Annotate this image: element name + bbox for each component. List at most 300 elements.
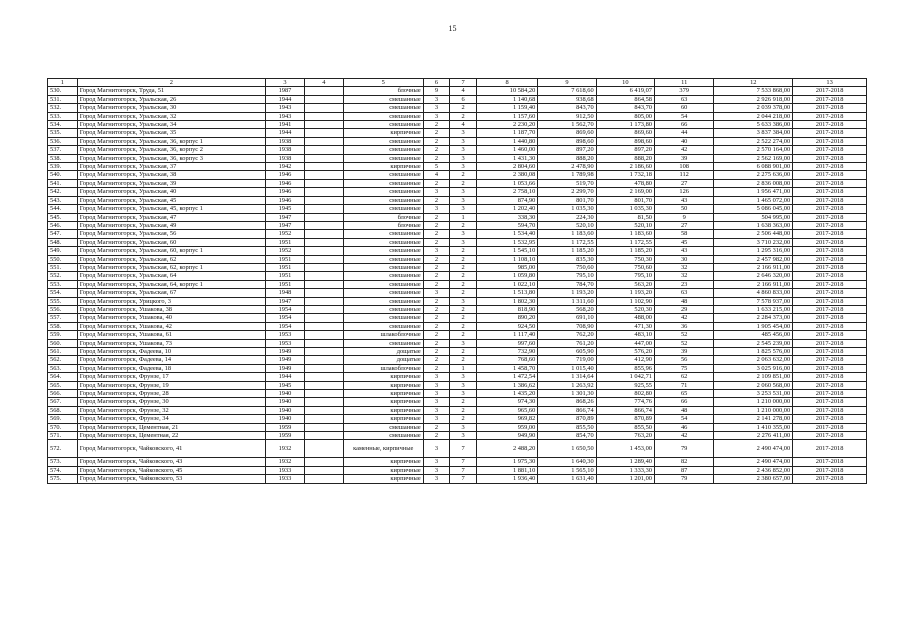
- cell-entrances: 2: [450, 415, 477, 423]
- table-row: [48, 331, 867, 339]
- cell-living-area: 795,10: [538, 272, 596, 280]
- cell-total-area: 2 488,20: [476, 440, 537, 458]
- column-number-13: 13: [793, 79, 867, 87]
- cell-year-built: 1946: [266, 188, 305, 196]
- cell-residential-area: 1 193,20: [596, 289, 654, 297]
- cell-total-area: 2 380,08: [476, 171, 537, 179]
- cell-row-number: 570.: [48, 423, 78, 431]
- cell-residential-area: 870,89: [596, 415, 654, 423]
- cell-residents: 48: [655, 297, 714, 305]
- cell-residents: 112: [655, 171, 714, 179]
- cell-year-built: 1943: [266, 112, 305, 120]
- cell-address: Город Магнитогорск, Фрунзе, 28: [77, 390, 265, 398]
- cell-wall-material: смешанные: [343, 255, 423, 263]
- cell-residential-area: 1 201,00: [596, 475, 654, 483]
- cell-row-number: 563.: [48, 364, 78, 372]
- cell-total-area: 890,20: [476, 314, 537, 322]
- cell-row-number: 552.: [48, 272, 78, 280]
- cell-residents: 79: [655, 475, 714, 483]
- cell-wall-material: смешанные: [343, 432, 423, 440]
- column-number-7: 7: [450, 79, 477, 87]
- cell-year-built: 1946: [266, 196, 305, 204]
- cell-col-4: [304, 423, 343, 431]
- cell-address: Город Магнитогорск, Уральская, 45, корпус 1: [77, 205, 265, 213]
- cell-floors: 9: [423, 87, 450, 95]
- cell-address: Город Магнитогорск, Урицкого, 3: [77, 297, 265, 305]
- cell-entrances: 2: [450, 331, 477, 339]
- cell-residents: 63: [655, 289, 714, 297]
- cell-repair-cost: 2 570 164,00: [714, 146, 793, 154]
- cell-col-4: [304, 121, 343, 129]
- cell-entrances: 2: [450, 280, 477, 288]
- table-row: [48, 272, 867, 280]
- cell-total-area: 1 435,20: [476, 390, 537, 398]
- cell-living-area: 762,20: [538, 331, 596, 339]
- cell-repair-cost: 1 295 316,00: [714, 247, 793, 255]
- cell-address: Город Магнитогорск, Уральская, 36, корпус 2: [77, 146, 265, 154]
- cell-entrances: 3: [450, 146, 477, 154]
- table-row: [48, 238, 867, 246]
- cell-residential-area: 1 183,60: [596, 230, 654, 238]
- cell-living-area: 784,70: [538, 280, 596, 288]
- cell-repair-period: 2017-2018: [793, 423, 867, 431]
- cell-repair-period: 2017-2018: [793, 179, 867, 187]
- cell-living-area: 843,70: [538, 104, 596, 112]
- cell-row-number: 550.: [48, 255, 78, 263]
- cell-entrances: 2: [450, 263, 477, 271]
- cell-year-built: 1932: [266, 458, 305, 466]
- cell-repair-period: 2017-2018: [793, 205, 867, 213]
- cell-wall-material: смешанные: [343, 272, 423, 280]
- cell-row-number: 535.: [48, 129, 78, 137]
- cell-living-area: 2 478,90: [538, 163, 596, 171]
- cell-address: Город Магнитогорск, Уральская, 36, корпус 1: [77, 137, 265, 145]
- cell-residents: 29: [655, 305, 714, 313]
- cell-entrances: 2: [450, 272, 477, 280]
- cell-row-number: 555.: [48, 297, 78, 305]
- cell-repair-cost: 2 457 982,00: [714, 255, 793, 263]
- cell-row-number: 567.: [48, 398, 78, 406]
- cell-total-area: 1 472,54: [476, 373, 537, 381]
- cell-year-built: 1945: [266, 381, 305, 389]
- cell-wall-material: смешанные: [343, 305, 423, 313]
- table-row: [48, 129, 867, 137]
- cell-repair-period: 2017-2018: [793, 440, 867, 458]
- cell-total-area: 10 584,20: [476, 87, 537, 95]
- cell-wall-material: кирпичные: [343, 381, 423, 389]
- cell-total-area: 1 159,40: [476, 104, 537, 112]
- cell-year-built: 1946: [266, 171, 305, 179]
- cell-floors: 2: [423, 213, 450, 221]
- table-row: [48, 458, 867, 466]
- cell-year-built: 1954: [266, 314, 305, 322]
- cell-repair-cost: 2 044 218,00: [714, 112, 793, 120]
- cell-repair-period: 2017-2018: [793, 238, 867, 246]
- cell-entrances: 1: [450, 364, 477, 372]
- cell-residents: 75: [655, 364, 714, 372]
- cell-row-number: 561.: [48, 348, 78, 356]
- cell-total-area: 1 802,30: [476, 297, 537, 305]
- cell-row-number: 565.: [48, 381, 78, 389]
- cell-col-4: [304, 137, 343, 145]
- cell-repair-cost: 1 956 471,00: [714, 188, 793, 196]
- cell-wall-material: кирпичные: [343, 466, 423, 474]
- cell-repair-period: 2017-2018: [793, 406, 867, 414]
- cell-address: Город Магнитогорск, Фадеева, 10: [77, 348, 265, 356]
- cell-living-area: 1 565,10: [538, 466, 596, 474]
- cell-repair-period: 2017-2018: [793, 247, 867, 255]
- cell-address: Город Магнитогорск, Уральская, 37: [77, 163, 265, 171]
- cell-row-number: 537.: [48, 146, 78, 154]
- cell-floors: 3: [423, 440, 450, 458]
- cell-floors: 2: [423, 272, 450, 280]
- cell-year-built: 1944: [266, 129, 305, 137]
- cell-living-area: 898,60: [538, 137, 596, 145]
- cell-address: Город Магнитогорск, Уральская, 64: [77, 272, 265, 280]
- cell-living-area: 1 311,60: [538, 297, 596, 305]
- cell-row-number: 554.: [48, 289, 78, 297]
- table-row: [48, 398, 867, 406]
- cell-col-4: [304, 230, 343, 238]
- cell-address: Город Магнитогорск, Уральская, 60: [77, 238, 265, 246]
- cell-address: Город Магнитогорск, Чайковского, 53: [77, 475, 265, 483]
- cell-repair-cost: 3 253 531,00: [714, 390, 793, 398]
- cell-floors: 2: [423, 297, 450, 305]
- column-number-9: 9: [538, 79, 596, 87]
- cell-repair-period: 2017-2018: [793, 87, 867, 95]
- table-row: [48, 205, 867, 213]
- cell-wall-material: смешанные: [343, 238, 423, 246]
- cell-residents: 87: [655, 466, 714, 474]
- cell-repair-cost: 2 490 474,00: [714, 440, 793, 458]
- cell-floors: 2: [423, 348, 450, 356]
- cell-living-area: 1 650,50: [538, 440, 596, 458]
- cell-wall-material: смешанные: [343, 314, 423, 322]
- cell-col-4: [304, 373, 343, 381]
- cell-col-4: [304, 163, 343, 171]
- cell-wall-material: смешанные: [343, 95, 423, 103]
- cell-row-number: 540.: [48, 171, 78, 179]
- table-row: [48, 213, 867, 221]
- cell-repair-period: 2017-2018: [793, 305, 867, 313]
- table-row: [48, 221, 867, 229]
- table-row: [48, 314, 867, 322]
- cell-residents: 40: [655, 137, 714, 145]
- cell-repair-period: 2017-2018: [793, 289, 867, 297]
- cell-living-area: 1 640,30: [538, 458, 596, 466]
- cell-wall-material: смешанные: [343, 104, 423, 112]
- cell-address: Город Магнитогорск, Уральская, 45: [77, 196, 265, 204]
- column-number-8: 8: [476, 79, 537, 87]
- cell-year-built: 1954: [266, 305, 305, 313]
- cell-wall-material: кирпичные: [343, 398, 423, 406]
- cell-entrances: 2: [450, 398, 477, 406]
- cell-repair-cost: 2 380 657,00: [714, 475, 793, 483]
- cell-wall-material: смешанные: [343, 171, 423, 179]
- cell-living-area: 888,20: [538, 154, 596, 162]
- table-row: [48, 121, 867, 129]
- cell-address: Город Магнитогорск, Фадеева, 18: [77, 364, 265, 372]
- cell-residential-area: 802,80: [596, 390, 654, 398]
- cell-floors: 2: [423, 356, 450, 364]
- cell-residential-area: 1 042,71: [596, 373, 654, 381]
- cell-repair-cost: 1 210 000,00: [714, 398, 793, 406]
- cell-row-number: 562.: [48, 356, 78, 364]
- cell-year-built: 1953: [266, 339, 305, 347]
- cell-residents: 48: [655, 406, 714, 414]
- cell-year-built: 1949: [266, 364, 305, 372]
- cell-residents: 44: [655, 129, 714, 137]
- cell-wall-material: смешанные: [343, 230, 423, 238]
- table-row: [48, 339, 867, 347]
- table-row: [48, 146, 867, 154]
- cell-entrances: 7: [450, 475, 477, 483]
- cell-repair-cost: 2 141 278,00: [714, 415, 793, 423]
- cell-repair-cost: 2 166 911,00: [714, 263, 793, 271]
- cell-repair-cost: 2 063 632,00: [714, 356, 793, 364]
- cell-living-area: 835,30: [538, 255, 596, 263]
- cell-repair-period: 2017-2018: [793, 475, 867, 483]
- cell-residents: 42: [655, 432, 714, 440]
- cell-total-area: 594,70: [476, 221, 537, 229]
- cell-repair-period: 2017-2018: [793, 263, 867, 271]
- cell-total-area: 1 202,40: [476, 205, 537, 213]
- cell-residential-area: 412,90: [596, 356, 654, 364]
- column-number-12: 12: [714, 79, 793, 87]
- cell-floors: 2: [423, 121, 450, 129]
- cell-address: Город Магнитогорск, Уральская, 34: [77, 121, 265, 129]
- cell-year-built: 1952: [266, 247, 305, 255]
- cell-address: Город Магнитогорск, Уральская, 38: [77, 171, 265, 179]
- cell-year-built: 1932: [266, 440, 305, 458]
- cell-row-number: 558.: [48, 322, 78, 330]
- cell-repair-cost: 1 410 355,00: [714, 423, 793, 431]
- cell-col-4: [304, 280, 343, 288]
- cell-floors: 3: [423, 104, 450, 112]
- cell-entrances: 7: [450, 466, 477, 474]
- cell-col-4: [304, 196, 343, 204]
- table-row: [48, 305, 867, 313]
- cell-wall-material: смешанные: [343, 179, 423, 187]
- cell-residential-area: 855,50: [596, 423, 654, 431]
- cell-year-built: 1933: [266, 475, 305, 483]
- cell-residents: 9: [655, 213, 714, 221]
- table-row: [48, 104, 867, 112]
- page-number: 15: [448, 24, 457, 33]
- cell-residential-area: 576,20: [596, 348, 654, 356]
- cell-address: Город Магнитогорск, Уральская, 36, корпус 3: [77, 154, 265, 162]
- cell-residents: 32: [655, 272, 714, 280]
- cell-floors: 2: [423, 322, 450, 330]
- cell-repair-period: 2017-2018: [793, 146, 867, 154]
- cell-year-built: 1951: [266, 280, 305, 288]
- cell-row-number: 542.: [48, 188, 78, 196]
- cell-floors: 3: [423, 205, 450, 213]
- cell-floors: 2: [423, 423, 450, 431]
- cell-col-4: [304, 87, 343, 95]
- cell-floors: 2: [423, 221, 450, 229]
- cell-residents: 50: [655, 205, 714, 213]
- cell-year-built: 1941: [266, 121, 305, 129]
- cell-entrances: 3: [450, 238, 477, 246]
- column-number-2: 2: [77, 79, 265, 87]
- cell-col-4: [304, 171, 343, 179]
- cell-year-built: 1951: [266, 263, 305, 271]
- cell-floors: 2: [423, 146, 450, 154]
- cell-entrances: 2: [450, 171, 477, 179]
- cell-wall-material: кирпичные: [343, 390, 423, 398]
- cell-repair-cost: 2 275 636,00: [714, 171, 793, 179]
- cell-repair-cost: 5 086 045,00: [714, 205, 793, 213]
- cell-year-built: 1946: [266, 179, 305, 187]
- cell-repair-period: 2017-2018: [793, 297, 867, 305]
- cell-wall-material: кирпичные: [343, 129, 423, 137]
- cell-address: Город Магнитогорск, Фрунзе, 30: [77, 398, 265, 406]
- cell-entrances: 6: [450, 95, 477, 103]
- cell-year-built: 1940: [266, 415, 305, 423]
- cell-floors: 2: [423, 137, 450, 145]
- cell-residential-area: 478,80: [596, 179, 654, 187]
- table-row: [48, 466, 867, 474]
- cell-repair-cost: 504 995,00: [714, 213, 793, 221]
- cell-living-area: 897,20: [538, 146, 596, 154]
- cell-row-number: 564.: [48, 373, 78, 381]
- cell-year-built: 1940: [266, 390, 305, 398]
- cell-residential-area: 1 102,90: [596, 297, 654, 305]
- cell-col-4: [304, 406, 343, 414]
- table-row: [48, 423, 867, 431]
- cell-total-area: 974,30: [476, 398, 537, 406]
- cell-repair-cost: 2 490 474,00: [714, 458, 793, 466]
- cell-floors: 2: [423, 230, 450, 238]
- cell-repair-period: 2017-2018: [793, 339, 867, 347]
- cell-total-area: 768,60: [476, 356, 537, 364]
- table-row: [48, 188, 867, 196]
- cell-total-area: 1 534,40: [476, 230, 537, 238]
- cell-floors: 3: [423, 381, 450, 389]
- cell-residents: 43: [655, 196, 714, 204]
- cell-row-number: 573.: [48, 458, 78, 466]
- cell-entrances: 2: [450, 104, 477, 112]
- cell-entrances: 2: [450, 112, 477, 120]
- cell-residential-area: 855,96: [596, 364, 654, 372]
- cell-total-area: 1 545,10: [476, 247, 537, 255]
- cell-living-area: 938,68: [538, 95, 596, 103]
- cell-repair-period: 2017-2018: [793, 356, 867, 364]
- cell-row-number: 543.: [48, 196, 78, 204]
- cell-year-built: 1951: [266, 255, 305, 263]
- cell-col-4: [304, 322, 343, 330]
- cell-entrances: 2: [450, 221, 477, 229]
- cell-repair-period: 2017-2018: [793, 196, 867, 204]
- cell-residential-area: 750,60: [596, 263, 654, 271]
- cell-col-4: [304, 154, 343, 162]
- cell-residential-area: 471,30: [596, 322, 654, 330]
- cell-year-built: 1954: [266, 322, 305, 330]
- cell-living-area: 7 618,60: [538, 87, 596, 95]
- cell-floors: 3: [423, 415, 450, 423]
- cell-total-area: 1 532,95: [476, 238, 537, 246]
- cell-col-4: [304, 104, 343, 112]
- cell-residential-area: 2 169,00: [596, 188, 654, 196]
- cell-repair-period: 2017-2018: [793, 121, 867, 129]
- cell-total-area: 1 460,00: [476, 146, 537, 154]
- cell-wall-material: каменные, кирпичные: [343, 440, 423, 458]
- cell-repair-period: 2017-2018: [793, 390, 867, 398]
- cell-residential-area: 447,00: [596, 339, 654, 347]
- cell-col-4: [304, 238, 343, 246]
- cell-residents: 71: [655, 381, 714, 389]
- cell-entrances: 3: [450, 137, 477, 145]
- cell-col-4: [304, 364, 343, 372]
- cell-repair-cost: 7 578 937,00: [714, 297, 793, 305]
- cell-entrances: 2: [450, 305, 477, 313]
- cell-entrances: 3: [450, 129, 477, 137]
- cell-floors: 2: [423, 305, 450, 313]
- cell-residential-area: 1 732,18: [596, 171, 654, 179]
- cell-wall-material: смешанные: [343, 196, 423, 204]
- cell-living-area: 1 172,55: [538, 238, 596, 246]
- cell-residential-area: 869,60: [596, 129, 654, 137]
- cell-repair-period: 2017-2018: [793, 381, 867, 389]
- cell-repair-cost: 2 276 411,00: [714, 432, 793, 440]
- cell-total-area: 338,30: [476, 213, 537, 221]
- cell-floors: 2: [423, 263, 450, 271]
- cell-address: Город Магнитогорск, Уральская, 60, корпус 1: [77, 247, 265, 255]
- cell-row-number: 568.: [48, 406, 78, 414]
- cell-residential-area: 520,10: [596, 221, 654, 229]
- cell-row-number: 559.: [48, 331, 78, 339]
- cell-living-area: 1 183,60: [538, 230, 596, 238]
- cell-floors: 2: [423, 331, 450, 339]
- cell-floors: 2: [423, 154, 450, 162]
- cell-repair-cost: 7 533 868,00: [714, 87, 793, 95]
- cell-residential-area: 864,58: [596, 95, 654, 103]
- cell-address: Город Магнитогорск, Ушакова, 40: [77, 314, 265, 322]
- cell-address: Город Магнитогорск, Чайковского, 45: [77, 466, 265, 474]
- column-number-4: 4: [304, 79, 343, 87]
- cell-living-area: 870,89: [538, 415, 596, 423]
- cell-address: Город Магнитогорск, Уральская, 40: [77, 188, 265, 196]
- cell-row-number: 560.: [48, 339, 78, 347]
- cell-residents: 379: [655, 87, 714, 95]
- cell-repair-cost: 1 210 000,00: [714, 406, 793, 414]
- cell-floors: 3: [423, 373, 450, 381]
- cell-living-area: 1 562,70: [538, 121, 596, 129]
- cell-year-built: 1933: [266, 466, 305, 474]
- cell-repair-cost: 1 633 215,00: [714, 305, 793, 313]
- cell-residents: 62: [655, 373, 714, 381]
- cell-repair-period: 2017-2018: [793, 221, 867, 229]
- cell-repair-period: 2017-2018: [793, 432, 867, 440]
- cell-col-4: [304, 263, 343, 271]
- cell-col-4: [304, 221, 343, 229]
- table-row: [48, 356, 867, 364]
- cell-row-number: 530.: [48, 87, 78, 95]
- cell-total-area: 1 513,80: [476, 289, 537, 297]
- cell-entrances: 2: [450, 348, 477, 356]
- cell-entrances: 3: [450, 163, 477, 171]
- cell-total-area: 1 386,62: [476, 381, 537, 389]
- cell-wall-material: дощатые: [343, 348, 423, 356]
- cell-entrances: 3: [450, 205, 477, 213]
- cell-total-area: 1 053,66: [476, 179, 537, 187]
- cell-residential-area: 520,30: [596, 305, 654, 313]
- table-row: [48, 230, 867, 238]
- table-row: [48, 415, 867, 423]
- cell-entrances: 2: [450, 247, 477, 255]
- cell-col-4: [304, 205, 343, 213]
